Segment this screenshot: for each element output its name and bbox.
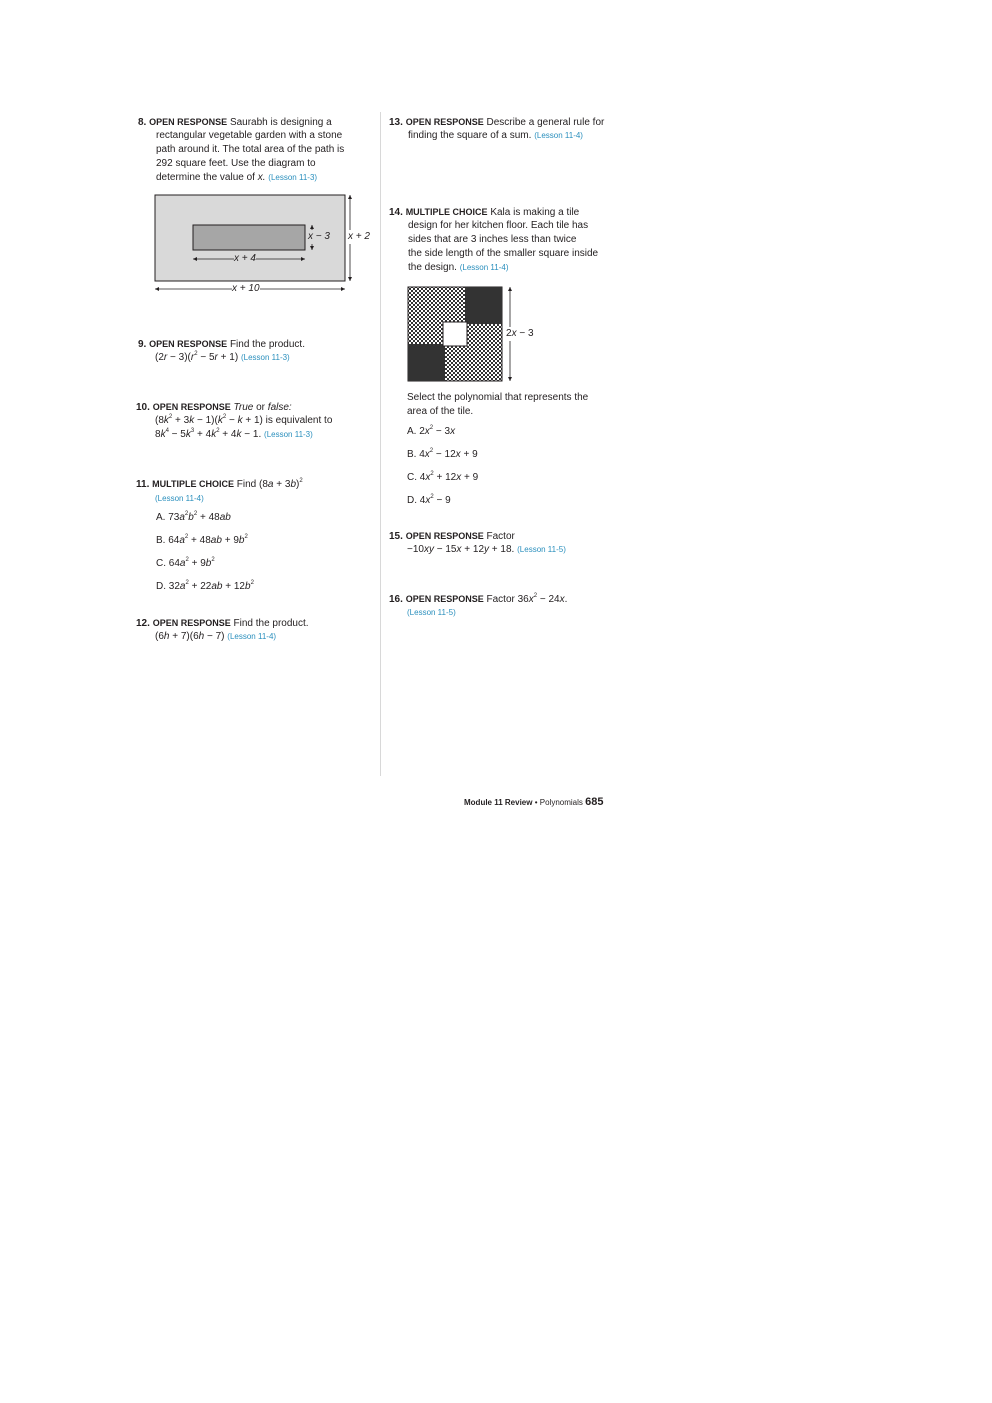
- question-text: Describe a general rule for: [486, 117, 605, 128]
- question-text: Factor 36: [486, 594, 529, 605]
- question-number: 13.: [389, 117, 403, 128]
- question-text: Find: [236, 479, 257, 490]
- inner-height-label: x − 3: [308, 231, 330, 242]
- option-a[interactable]: A. $73a^2b^2 + 48ab$: [156, 511, 231, 523]
- question-type: MULTIPLE CHOICE: [405, 207, 488, 217]
- tile-side-label: 2x − 3: [506, 328, 534, 339]
- question-text: Select the polynomial that represents the: [407, 392, 589, 403]
- question-type: OPEN RESPONSE: [405, 531, 484, 541]
- true-word: True: [233, 402, 254, 413]
- question-number: 12.: [136, 618, 150, 629]
- question-number: 9.: [138, 339, 147, 350]
- question-text: rectangular vegetable garden with a stone: [156, 130, 343, 141]
- question-text: Saurabh is designing a: [229, 117, 332, 128]
- lesson-link[interactable]: (Lesson 11-5): [517, 545, 566, 554]
- lesson-link[interactable]: (Lesson 11-4): [155, 494, 204, 503]
- question-text: Factor: [486, 531, 515, 542]
- variable: x.: [257, 172, 266, 183]
- lesson-link[interactable]: (Lesson 11-5): [407, 608, 456, 617]
- question-type: MULTIPLE CHOICE: [152, 479, 234, 489]
- question-number: 14.: [389, 207, 403, 218]
- lesson-link[interactable]: (Lesson 11-4): [459, 263, 509, 272]
- question-number: 16.: [389, 594, 403, 605]
- question-text: Find the product.: [229, 339, 305, 350]
- question-text: area of the tile.: [407, 406, 474, 417]
- question-number: 15.: [389, 531, 403, 542]
- option-d[interactable]: D. $4x^2 - 9$: [407, 494, 451, 506]
- column-divider: [380, 112, 381, 776]
- false-word: false:: [267, 402, 292, 413]
- outer-height-label: x + 2: [348, 231, 370, 242]
- question-text: the design.: [408, 262, 457, 273]
- question-text: Kala is making a tile: [490, 207, 580, 218]
- question-text: 292 square feet. Use the diagram to: [156, 158, 316, 169]
- question-text: path around it. The total area of the path is: [156, 144, 345, 155]
- question-text: Find the product.: [233, 618, 309, 629]
- question-type: OPEN RESPONSE: [149, 117, 228, 127]
- question-text: design for her kitchen floor. Each tile has: [408, 220, 589, 231]
- question-text: determine the value of: [156, 172, 255, 183]
- option-c[interactable]: C. $4x^2 + 12x + 9$: [407, 471, 479, 483]
- question-type: OPEN RESPONSE: [405, 117, 484, 127]
- question-text: sides that are 3 inches less than twice: [408, 234, 577, 245]
- question-type: OPEN RESPONSE: [152, 402, 231, 412]
- question-number: 8.: [138, 117, 147, 128]
- module-title: Module 11 Review: [464, 798, 533, 807]
- expression: $(8a + 3b)^2$: [259, 478, 303, 490]
- option-b[interactable]: B. $64a^2 + 48ab + 9b^2$: [156, 534, 248, 546]
- expression: $(2r - 3)(r^2 - 5r + 1)$: [155, 351, 239, 363]
- option-a[interactable]: A. $2x^2 - 3x$: [407, 425, 456, 437]
- question-text: the side length of the smaller square inside: [408, 248, 599, 259]
- question-text: is equivalent to: [265, 415, 333, 426]
- bullet: •: [534, 798, 538, 807]
- question-type: OPEN RESPONSE: [405, 594, 484, 604]
- question-type: OPEN RESPONSE: [149, 339, 228, 349]
- or-word: or: [256, 402, 266, 413]
- question-number: 10.: [136, 402, 150, 413]
- option-d[interactable]: D. $32a^2 + 22ab + 12b^2$: [156, 580, 254, 592]
- question-text: finding the square of a sum.: [408, 130, 532, 141]
- topic: Polynomials: [539, 798, 583, 807]
- expression: (6h + 7)(6h − 7): [155, 631, 225, 642]
- lesson-link[interactable]: (Lesson 11-4): [227, 632, 277, 641]
- expression: $(8k^2 + 3k - 1)(k^2 - k + 1)$: [155, 414, 263, 426]
- question-number: 11.: [136, 479, 150, 490]
- lesson-link[interactable]: (Lesson 11-3): [264, 430, 313, 439]
- expression: $x^2 - 24x$.: [528, 593, 568, 605]
- expression: −10xy − 15x + 12y + 18.: [407, 544, 515, 555]
- lesson-link[interactable]: (Lesson 11-4): [534, 131, 583, 140]
- page-footer: [464, 796, 603, 808]
- question-type: OPEN RESPONSE: [152, 618, 231, 628]
- lesson-link[interactable]: (Lesson 11-3): [268, 173, 318, 182]
- inner-width-label: x + 4: [234, 253, 256, 264]
- option-b[interactable]: B. $4x^2 - 12x + 9$: [407, 448, 478, 460]
- expression: $8k^4 - 5k^3 + 4k^2 + 4k - 1$.: [155, 428, 262, 440]
- outer-width-label: x + 10: [232, 283, 260, 294]
- lesson-link[interactable]: (Lesson 11-3): [240, 353, 290, 362]
- garden-diagram: [150, 190, 390, 300]
- page-number: 685: [585, 796, 604, 808]
- option-c[interactable]: C. $64a^2 + 9b^2$: [156, 557, 215, 569]
